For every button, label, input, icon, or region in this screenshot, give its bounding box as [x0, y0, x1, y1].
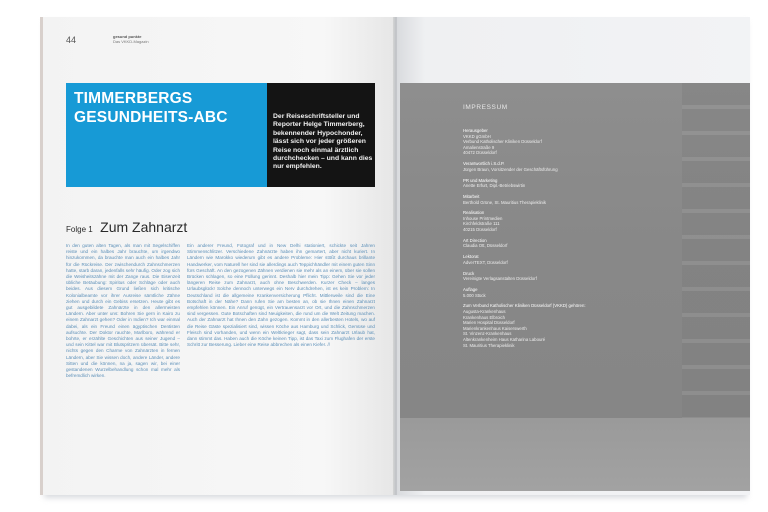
- impressum-block: [463, 178, 643, 189]
- impressum-block: [463, 303, 643, 348]
- impressum-line: Vereinigte Verlagsanstalten Düsseldorf: [463, 276, 537, 282]
- episode-title: Zum Zahnarzt: [100, 219, 188, 235]
- article-headline: TIMMERBERGS GESUNDHEITS-ABC: [74, 90, 228, 126]
- impressum-label: Art Direction: [463, 237, 487, 243]
- impressum-block: [463, 194, 643, 205]
- impressum-line: St. Mauritius Therapieklinik: [463, 342, 515, 348]
- impressum-line: Claudia Ott, Düsseldorf: [463, 243, 508, 249]
- impressum-block: [463, 128, 643, 156]
- impressum-block: [463, 238, 643, 249]
- impressum-line: AdverTEXT, Düsseldorf: [463, 259, 508, 265]
- impressum-label: Zum Verbund Katholischer Kliniken Düsseldorf (VKKD) gehören:: [463, 303, 586, 309]
- impressum-block: [463, 161, 643, 172]
- impressum-block: [463, 254, 643, 265]
- impressum-line: 5.000 Stück: [463, 292, 486, 298]
- impressum-line: VKKD gGmbH: [463, 133, 491, 139]
- body-column-right: Ein anderer Freund, Fotograf und in New Delhi stationiert, schickte seit Jahren Stimmenschlitzer. Verschiedene Zahnärzte haben ihn gemartert, aber nicht kuriert. In Ländern wie Marokko wiederum gibt es andere Probleme: Hier stößt durchaus brillante Handwerker, vom Naturell her sind sie allerdings auch Teppichhändler mit einem guten Sinn fürs Geschäft. An den gezogenen Zähnen verdienen sie mehr als an einem, über sie sollen Brücken schlagen, so eine Füllung gerinnt. Deshalb hier mein Tipp: Gehen Sie vor jeder längeren Reise zum Zahnarzt, auch ohne Beschwerden. Kurzer Check – langes Urlaubsglück! Solche dennoch unterwegs ein Nerv durchdrehen, ist es kein Problem: In Deutschland ist die allgemeine Krankenversicherung Pflicht. Mittlerweile sind die Eine Botschaft in der Nähe? Dann rufen Sie am besten an, ob sie Ihnen einen Zahnarzt empfehlen können. Ein Anruf genügt, ein Vertrauensarzt vor Ort, und die Zahnschmerzen sind vergessen. Gute Botschaften sind Neuigkeiten, die rund um die Welt Zeitung machen. Auch der Zahnarzt hat Ihnen den Zahn gezogen. Kommt in den allerbesten Hotels, wo auf die Reise Gäste spezialisiert sind, wissen Köche aus Hamburg und Schlick, Gemüse und Fleisch sind vorhanden, und wenn ein Weltkrieger sagt, dass sein Zahnarzt Urlaub hat, dann stimmt das. Haben auch die Köche keinen Tipp, ist das Taxi zum Flughafen der erste Schritt zur Besserung. Lieber eine Reise abbrechen als einen Kiefer. //: [187, 243, 375, 348]
- page-number: 44: [66, 35, 77, 45]
- episode-heading: [66, 219, 187, 237]
- running-head-line1: gesund punkte: [113, 34, 142, 39]
- impressum-line: Anette Erfurt, Dipl.-Betriebswirtin: [463, 183, 526, 189]
- impressum-label: Herausgeber: [463, 128, 488, 133]
- impressum-label: PR und Marketing: [463, 177, 498, 183]
- impressum-line: St. Vinzenz-Krankenhaus: [463, 331, 512, 337]
- photo-lower-band: [400, 418, 750, 491]
- body-column-left: In den guten alten Tagen, als man mit Segelschiffen reiste und ein halbes Jahr brauchte, um irgendwo hinzukommen, da brauchte man auch ein halbes Jahr für die Rückreise. Der zwischendurch Zahnschmerzen hatte, starb daran, jedenfalls sehr häufig. Oder zog sich die Weisheitszähne mit der Zange raus. Die Eisenzeit übliche Betäubung: Spiritus oder Schläge oder auch beides. Aus diesem Grund ließen sich kritische Kolonialbeamte vor ihrer Ausreise sämtliche Zähne ziehen und durch ein Gebiss ersetzen. Heute gibt es gut ausgebildete Zahnärzte in den allermeisten Ländern. Aber unter uns: Bohren Sie gern in Kairo zu einem Zahnarzt gehen? Oder in Indien? Ich war einmal dabei, als ein Freund einen ägyptischen Dentisten aufsuchte. Der Doktor rauchte, Marlboro, während er bohrte, er erzählte Geschichten aus seiner Jugend – und sein Kittel war mit Blutspritzern übersät. Bitte sehr, nichts gegen den Charme von Zahnärzten in fernen Ländern, aber Sie wissen doch, andere Länder, andere Sitten und die können, na ja, sagen wir, bei einer gestandenen Wurzelbehandlung schon mal mehr als befremdlich wirken.: [66, 243, 180, 379]
- impressum-label: Lektorat: [463, 254, 479, 260]
- impressum-label: Mitarbeit: [463, 193, 480, 199]
- impressum-block: [463, 210, 643, 232]
- impressum-line: Jürgen Braun, Vorsitzender der Geschäftsführung: [463, 166, 558, 172]
- teaser-box: [267, 83, 375, 187]
- article-teaser: Der Reiseschriftsteller und Reporter Helge Timmerberg, bekennender Hypochonder, lässt sich vor jeder größeren Reise noch einmal ärztlich durchchecken – und kann dies nur empfehlen.: [273, 113, 373, 171]
- impressum-line: Verbund Katholischer Kliniken Düsseldorf: [463, 139, 542, 145]
- impressum-label: Auflage: [463, 286, 478, 292]
- impressum-line: Krankenhaus Elbroich: [463, 314, 506, 320]
- impressum-body: [463, 128, 643, 353]
- impressum-title: IMPRESSUM: [463, 104, 508, 111]
- impressum-line: 40215 Düsseldorf: [463, 227, 497, 233]
- impressum-block: [463, 271, 643, 282]
- impressum-line: Augusta-Krankenhaus: [463, 308, 506, 314]
- impressum-line: Kirchfeldstraße 111: [463, 221, 500, 227]
- impressum-label: Druck: [463, 270, 475, 276]
- impressum-block: [463, 287, 643, 298]
- impressum-line: Amalienstraße 9: [463, 144, 495, 150]
- impressum-label: Verantwortlich i.S.d.P.: [463, 161, 505, 167]
- impressum-line: Marien Hospital Düsseldorf: [463, 320, 515, 326]
- impressum-line: Altenkrankenheim Haus Katharina Labouré: [463, 336, 546, 342]
- running-head-line2: Das VKKD-Magazin: [113, 39, 149, 44]
- page-edge: [40, 17, 43, 495]
- impressum-label: Realisation: [463, 210, 485, 216]
- impressum-line: 40472 Düsseldorf: [463, 150, 497, 156]
- impressum-line: Marienkrankenhaus Kaiserswerth: [463, 325, 527, 331]
- episode-label: Folge 1: [66, 225, 93, 234]
- running-head: [113, 34, 213, 44]
- impressum-line: Inhouse Printmedien: [463, 215, 503, 221]
- headline-box: [66, 83, 267, 187]
- impressum-line: Berthold Grüne, St. Mauritius Therapieklinik: [463, 199, 547, 205]
